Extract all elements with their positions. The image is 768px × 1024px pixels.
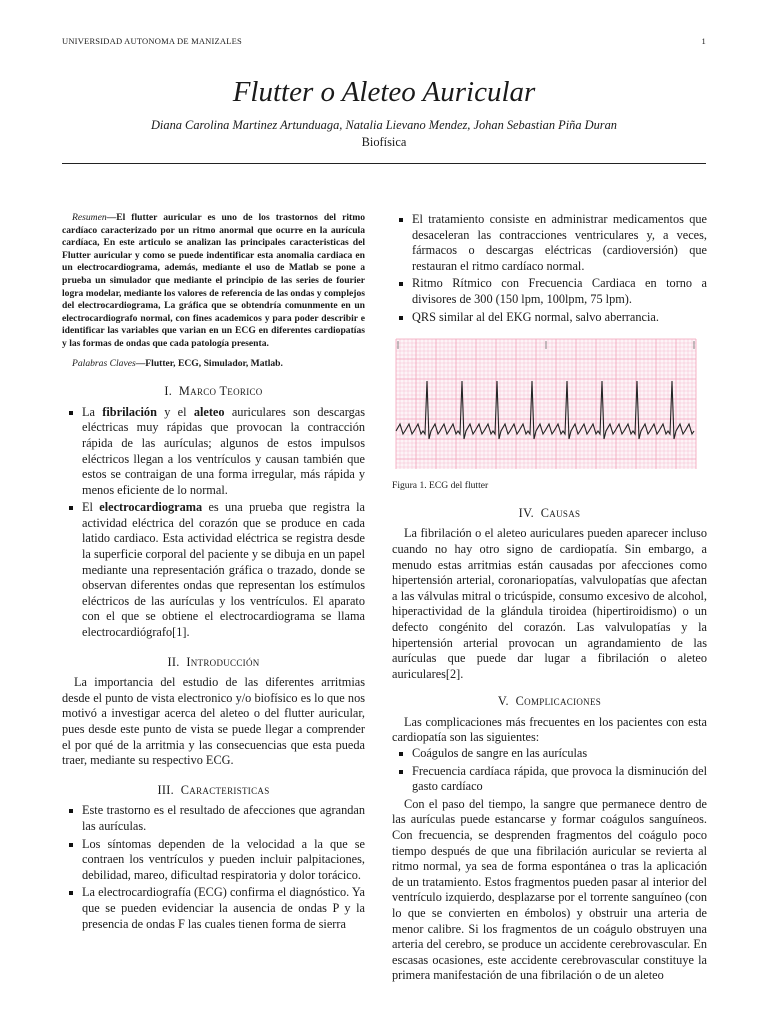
complicaciones-list [392, 746, 707, 795]
paper-title: Flutter o Aleteo Auricular [232, 76, 536, 108]
section-heading-introduccion: II. Introducción [167, 654, 260, 669]
list-item: El electrocardiograma es una prueba que registra la actividad eléctrica del corazón que se produce en cada latido cardiaco. Esta actividad eléctrica se registra desde la superficie corporal del paciente y se dibuja en un papel mediante una representación gráfica o trazado, donde se observan diferentes ondas que representan los estímulos eléctricos de las aurículas y los ventrículos. El aparato con el que se obtiene el electrocardiograma se llama electrocardiógrafo[1]. [82, 500, 365, 640]
caracteristicas-list-right [392, 212, 707, 325]
affiliation: Biofísica [361, 135, 407, 149]
running-header-institution: UNIVERSIDAD AUTONOMA DE MANIZALES [62, 36, 242, 46]
list-item: El tratamiento consiste en administrar medicamentos que desaceleran las contracciones ventriculares y, a veces, fármacos o descargas eléctricas (cardioversión) que restauran el ritmo cardíaco normal. [412, 212, 707, 273]
abstract [62, 212, 365, 351]
abstract-label: Resumen [72, 212, 107, 223]
figure-caption: Figura 1. ECG del flutter [392, 480, 489, 492]
keywords [62, 358, 365, 371]
ecg-figure [392, 333, 707, 473]
ecg-grid-background [396, 339, 696, 469]
causas-paragraph: La fibrilación o el aleteo auriculares pueden aparecer incluso cuando no hay otro signo de cardiopatía. Sin embargo, a menudo estas arritmias están causadas por afecciones como hipertensión arterial, coronariopatías, valvulopatías que afectan a las válvulas mitral o tricúspide, consumo excesivo de alcohol, hiperactividad de la glándula tiroidea (hipertiroidismo) o un defecto congénito del corazón. Las valvulopatías y la hipertensión arterial provocan un agrandamiento de las aurículas que puede dar lugar a fibrilación o aleteo auriculares[2]. [392, 526, 707, 681]
list-item: La fibrilación y el aleteo auriculares son descargas eléctricas muy rápidas que provocan la contracción rápida de las aurículas; algunos de estos impulsos eléctricos llegan a los ventrículos y causan también que estos se contraigan de una forma irregular, más rápida y menos eficiente de lo normal. [82, 404, 365, 497]
list-item: QRS similar al del EKG normal, salvo aberrancia. [412, 310, 707, 326]
ecg-flutter-image [392, 333, 702, 473]
abstract-text: —El flutter auricular es uno de los trastornos del ritmo cardíaco caracterizado por un ritmo anormal que ocurre en la aurícula cardíaca, En este articulo se analizan las principales caracteristicas del Flutter auricular y como se puede indentificar esta anomalia cardiaca en un electrocardiograma, además, mediante el uso de Matlab se pone a prueba un simulador que mediante el principio de las series de fourier logra modelar, mediante los valores de referencia de las ondas y complejos del electrocardiograma, La gráfica que se obtendría comunmente en un electrocardiografo normal, con fines academicos y para poder describir e identificar las variables que varian en un ECG en diferentes cardiopatías y las formas de ondas que cada patología presenta. [62, 212, 365, 349]
list-item: Coágulos de sangre en las aurículas [412, 746, 707, 762]
section-heading-causas: IV. Causas [518, 505, 581, 520]
list-item: La electrocardiografía (ECG) confirma el diagnóstico. Ya que se pueden evidenciar la ausencia de ondas P y la presencia de ondas F las cuales tienen forma de sierra [82, 885, 365, 931]
list-item: Frecuencia cardíaca rápida, que provoca la disminución del gasto cardíaco [412, 763, 707, 794]
section-heading-complicaciones: V. Complicaciones [497, 694, 602, 709]
list-item: Este trastorno es el resultado de afecciones que agrandan las aurículas. [82, 803, 365, 833]
author-list: Diana Carolina Martinez Artunduaga, Natalia Lievano Mendez, Johan Sebastian Piña Duran [150, 118, 617, 132]
left-column [62, 212, 365, 934]
keywords-text: —Flutter, ECG, Simulador, Matlab. [135, 357, 283, 369]
right-column [392, 212, 707, 984]
complicaciones-body: Con el paso del tiempo, la sangre que permanece dentro de las aurículas puede estancarse y formar coágulos sanguíneos. Con frecuencia, se desprenden fragmentos del coágulo poco tiempo después de que una fibrilación auricular se revierta al ritmo normal, ya sea de forma espontánea o tras la aplicación de un tratamiento. Estos fragmentos pueden pasar al interior del ventrículo izquierdo, desplazarse por el torrente sanguíneo (con lo que se convierten en émbolos) y obstruir una arteria de menor calibre. Si los fragmentos de un coágulo obstruyen una arteria del cerebro, se produce un accidente cerebrovascular. En escasas ocasiones, este accidente cerebrovascular constituye la primera manifestación de una fibrilación o de un aleteo [392, 796, 707, 983]
list-item: Ritmo Rítmico con Frecuencia Cardiaca en torno a divisores de 300 (150 lpm, 100lpm, 75 lpm). [412, 276, 707, 306]
marco-teorico-list [62, 405, 365, 641]
list-item: Los síntomas dependen de la velocidad a la que se contraen los ventrículos y pueden incluir palpitaciones, debilidad, mareo, dificultad respiratoria y dolor torácico. [82, 836, 365, 882]
introduccion-paragraph: La importancia del estudio de las diferentes arritmias desde el punto de vista electronico y/o biofísico es lo que nos motivó a investigar acerca del aleteo o del flutter auricular, pues desde este punto de vista se puede llegar a comprender el por qué de la arritmia y las consecuencias que esta pueda traer, mediante su respectivo ECG. [62, 675, 365, 768]
keywords-label: Palabras Claves [72, 357, 136, 369]
title-divider [62, 163, 706, 164]
running-header-page-number: 1 [701, 36, 706, 46]
section-heading-caracteristicas: III. Caracteristicas [157, 782, 270, 797]
section-heading-marco-teorico: I. Marco Teorico [164, 384, 263, 399]
caracteristicas-list-left [62, 803, 365, 932]
complicaciones-intro: Las complicaciones más frecuentes en los pacientes con esta cardiopatía son las siguientes: [392, 714, 707, 745]
